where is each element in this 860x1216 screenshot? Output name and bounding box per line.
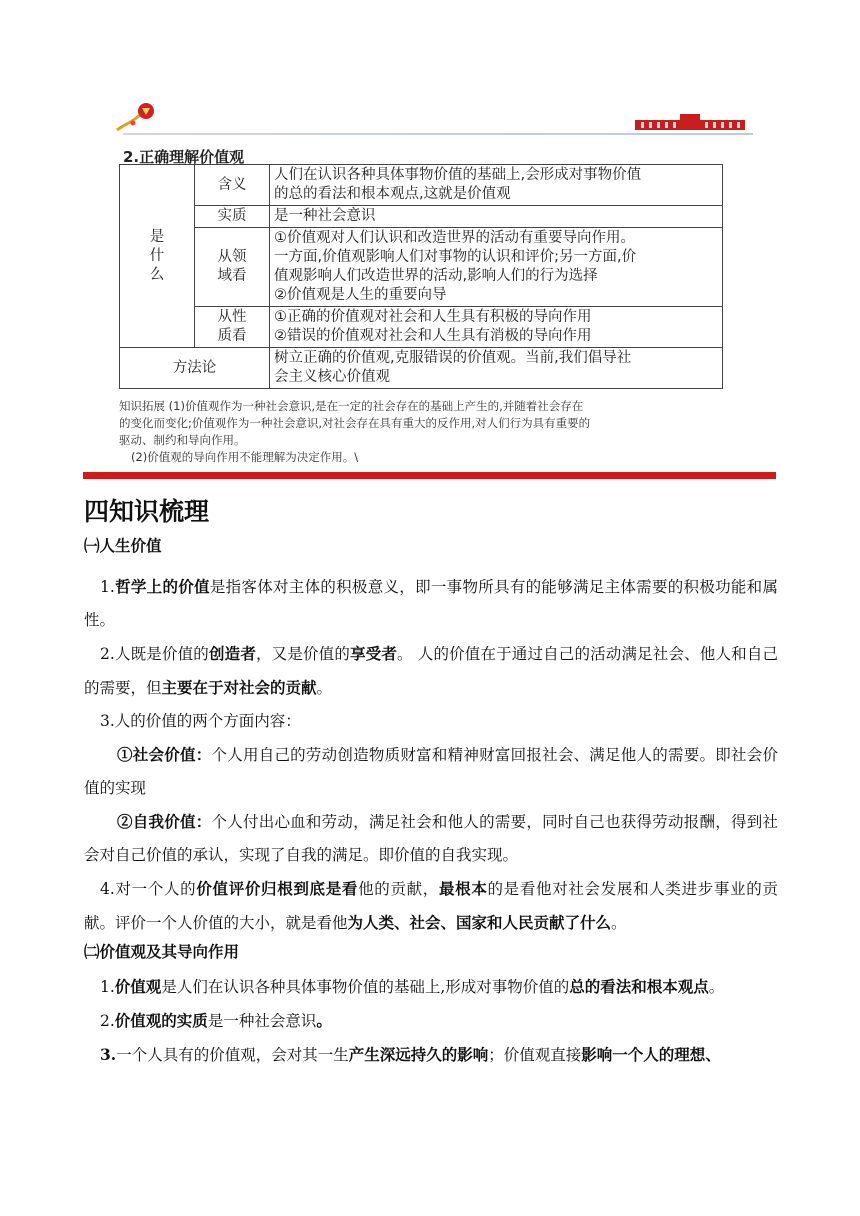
page-heading: 四知识梳理 — [84, 497, 210, 526]
para-number: 1. — [100, 578, 115, 596]
para-text: 。 — [708, 978, 725, 996]
para-text: ；价值观直接 — [488, 1046, 582, 1064]
red-divider-bar — [83, 472, 776, 479]
table-row — [120, 228, 723, 307]
bold-term: ②自我价值： — [117, 812, 212, 831]
bold-term: ①社会价值： — [117, 745, 212, 764]
para-text: 。 — [611, 914, 627, 932]
bold-term: 产生深远持久的影响 — [348, 1045, 489, 1064]
para-text: 个人用自己的劳动创造物质财富和精神财富回报社会、满足他人的需要。即社会价值的实现 — [84, 746, 778, 797]
para-text: 。 — [316, 679, 333, 697]
para-text: 是指客体对主体的积极意义，即一事物所具有的能够满足主体需要的积极功能和属性。 — [84, 578, 778, 629]
extension-line: (2)价值观的导向作用不能理解为决定作用。\ — [131, 450, 359, 464]
divider-line — [123, 133, 753, 135]
row-header-what: 是 什 么 — [120, 165, 195, 348]
bold-term: 为人类、社会、国家和人民贡献了什么 — [347, 913, 612, 932]
para-text: ，又是价值的 — [256, 645, 351, 663]
bold-term: 最根本 — [438, 879, 488, 898]
row-content: 人们在认识各种具体事物价值的基础上,会形成对事物价值 的总的看法和根本观点,这就是价值观 — [270, 165, 723, 206]
ribbon-rocket-icon — [113, 100, 163, 134]
para-number: 2. — [100, 645, 115, 663]
paragraph — [84, 1004, 778, 1038]
slide-title: 2.正确理解价值观 — [123, 148, 245, 166]
para-text: 他的贡献， — [358, 880, 439, 898]
bold-term: 价值观的实质 — [114, 1011, 208, 1030]
paragraph — [84, 738, 778, 805]
para-text: 个人付出心血和劳动，满足社会和他人的需要，同时自己也获得劳动报酬，得到社会对自己价值的承认，实现了自我的满足。即价值的自我实现。 — [84, 813, 778, 864]
row-label: 从领 域看 — [195, 228, 270, 307]
para-number: 1. — [100, 978, 115, 996]
section-heading: ㈠人生价值 — [84, 537, 162, 555]
bold-term: 享受者 — [350, 644, 398, 663]
section-heading: ㈡价值观及其导向作用 — [84, 943, 240, 961]
paragraph: 3.人的价值的两个方面内容： — [100, 712, 301, 730]
para-text: 人既是价值的 — [114, 645, 209, 663]
bold-term: 价值观 — [114, 977, 162, 996]
extension-line: 驱动、制约和导向作用。 — [119, 433, 246, 447]
para-number: 4. — [100, 880, 115, 898]
row-label: 从性 质看 — [195, 307, 270, 348]
knowledge-table — [119, 164, 723, 389]
extension-line: 知识拓展 (1)价值观作为一种社会意识,是在一定的社会存在的基础上产生的,并随着社会存在 — [119, 399, 584, 413]
para-text: 对一个人的 — [114, 880, 197, 898]
bold-term: 影响一个人的理想、 — [581, 1045, 721, 1064]
para-number: 2. — [100, 1012, 115, 1030]
paragraph — [84, 805, 778, 872]
paragraph — [84, 570, 778, 637]
paragraph — [84, 1038, 778, 1072]
row-content: ①正确的价值观对社会和人生具有积极的导向作用 ②错误的价值观对社会和人生具有消极的导向作用 — [270, 307, 723, 348]
extension-line: 的变化而变化;价值观作为一种社会意识,对社会存在具有重大的反作用,对人们行为具有重要的 — [119, 416, 591, 430]
para-number: 3. — [100, 1045, 117, 1064]
para-text: 。 人的价值在于通过自己的活动满足社会、他人和自己的需要，但 — [84, 645, 778, 697]
paragraph — [84, 872, 778, 940]
paragraph — [84, 637, 778, 705]
para-text: 的是看他对社会发展和人类进步事业的贡献。评价一个人价值的大小，就是看他 — [84, 880, 778, 932]
bold-term: 创造者 — [208, 644, 256, 663]
row-label: 实质 — [195, 206, 270, 228]
method-label: 方法论 — [120, 348, 270, 389]
para-text: 是一种社会意识 — [207, 1012, 317, 1030]
bold-term: 总的看法和根本观点 — [569, 977, 709, 996]
row-content: ①价值观对人们认识和改造世界的活动有重要导向作用。 一方面,价值观影响人们对事物的认识和评价;另一方面,价 值观影响人们改造世界的活动,影响人们的行为选择 ②价值观是人生的重要向导 — [270, 228, 723, 307]
bold-term: 主要在于对社会的贡献 — [161, 678, 317, 697]
building-banner-icon — [635, 114, 745, 130]
table-row — [120, 165, 723, 206]
bold-term: 哲学上的价值 — [114, 577, 210, 596]
table-row — [120, 348, 723, 389]
row-label: 含义 — [195, 165, 270, 206]
document-body — [84, 494, 778, 1072]
slide-image — [113, 100, 755, 466]
row-content: 是一种社会意识 — [270, 206, 723, 228]
table-row — [120, 206, 723, 228]
bold-term: 价值评价归根到底是看 — [196, 879, 359, 898]
para-text: 。 — [316, 1011, 332, 1030]
para-text: 一个人具有的价值观，会对其一生 — [116, 1046, 349, 1064]
method-content: 树立正确的价值观,克服错误的价值观。当前,我们倡导社 会主义核心价值观 — [270, 348, 723, 389]
para-text: 是人们在认识各种具体事物价值的基础上,形成对事物价值的 — [161, 978, 570, 996]
paragraph — [84, 970, 778, 1004]
knowledge-extension — [119, 398, 719, 466]
table-row — [120, 307, 723, 348]
